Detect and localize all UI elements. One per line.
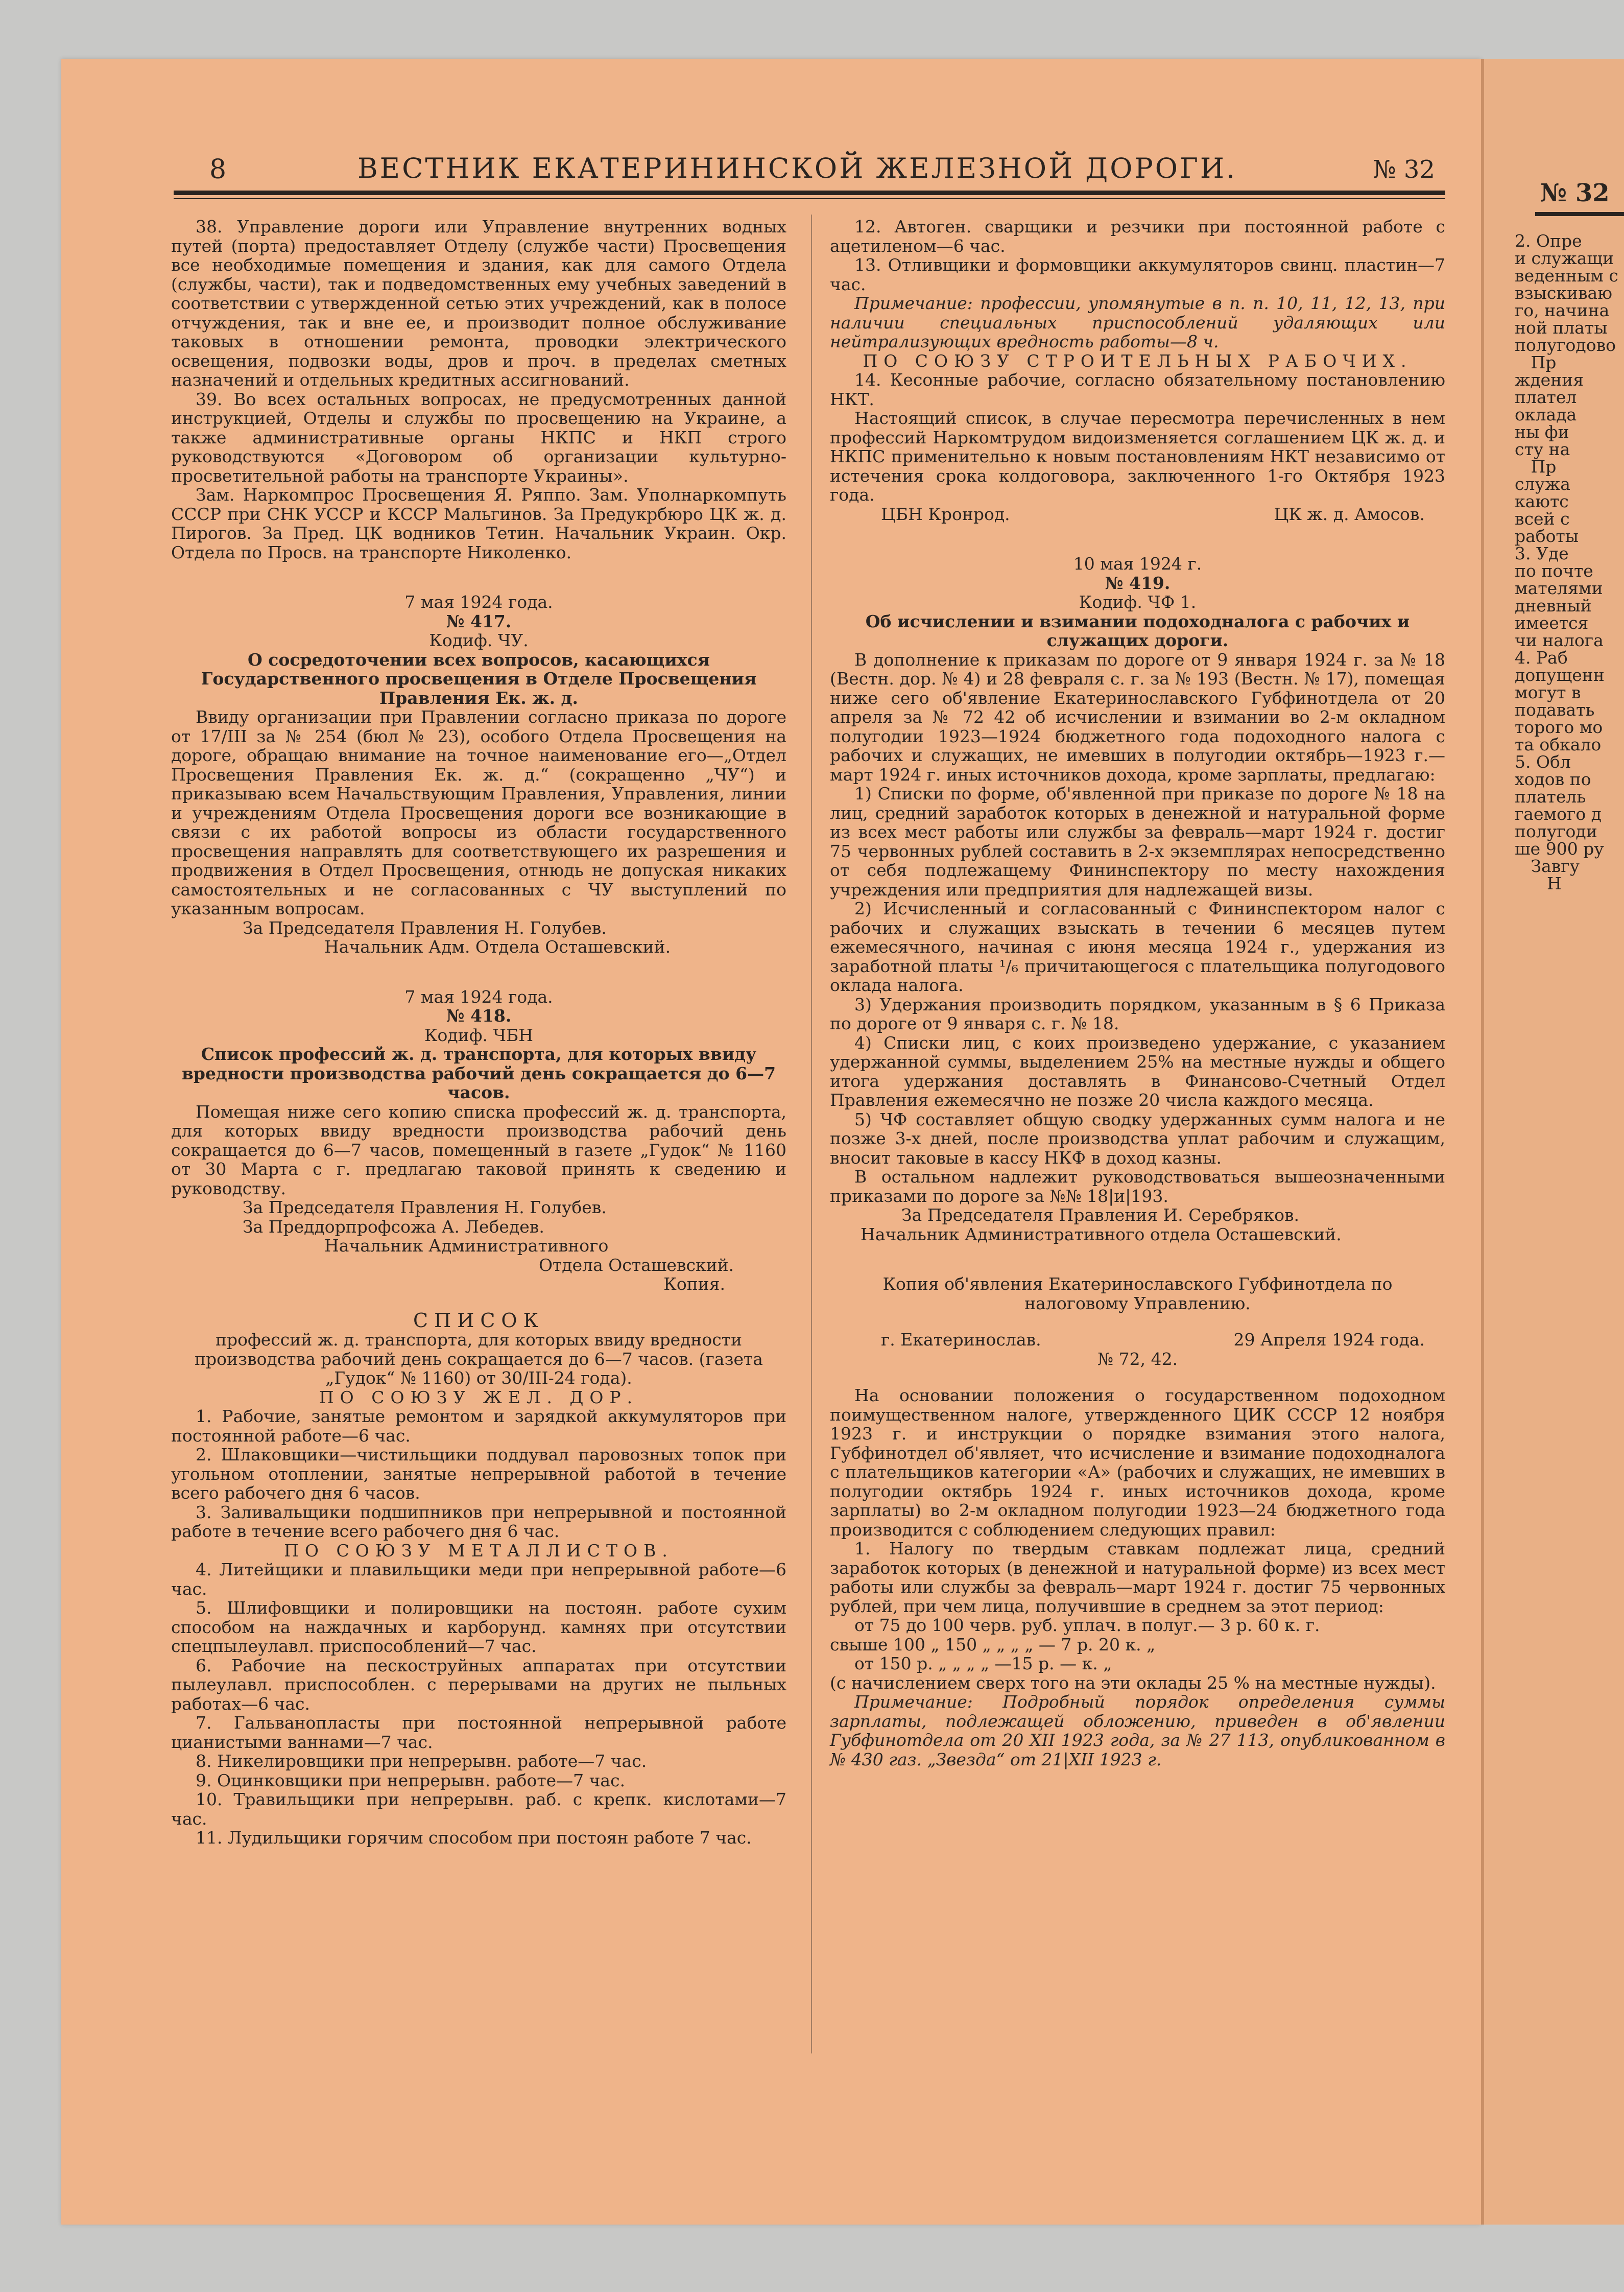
issue-number: № 32: [1373, 155, 1435, 184]
list-item: 13. Отливщики и формовщики аккумуляторов свинц. пластин—7 час.: [830, 255, 1445, 294]
announcement-number: № 72, 42.: [1097, 1349, 1178, 1369]
list-item: 6. Рабочие на пескоструйных аппаратах при отсутствии пылеулавл. приспособлен. с перерывами на других не пыльных работах—6 час.: [171, 1655, 786, 1714]
tax-rate-row: свыше 100 „ 150 „ „ „ „ — 7 р. 20 к. „: [830, 1634, 1156, 1655]
order-419-signature-2: Начальник Административного отдела Осташевский.: [861, 1224, 1342, 1244]
right-column: [830, 217, 1445, 1769]
order-419-codif: Кодиф. ЧФ 1.: [1079, 592, 1197, 612]
list-paragraph: Настоящий список, в случае пересмотра перечисленных в нем профессий Наркомтрудом видоизменяется соглашением ЦК ж. д. и НКПС применительно к новым постановлениям НКТ независимо от истечения срока колдоговора, заключенного 1-го Октября 1923 года.: [830, 408, 1445, 505]
order-419-point: 3) Удержания производить порядком, указанным в § 6 Приказа по дороге от 9 января с. г. № 18.: [830, 994, 1445, 1033]
announcement-date: 29 Апреля 1924 года.: [1233, 1330, 1425, 1350]
announcement-place: г. Екатеринослав.: [881, 1330, 1041, 1350]
header-rule-thin: [174, 198, 1445, 199]
order-419-number: № 419.: [1105, 573, 1171, 593]
column-separator: [811, 215, 812, 2053]
order-417-signature-1: За Председателя Правления Н. Голубев.: [243, 917, 607, 938]
order-419-heading: Об исчислении и взимании подоходналога с рабочих и служащих дороги.: [865, 611, 1410, 650]
paragraph-38: 38. Управление дороги или Управление внутренних водных путей (порта) предоставляет Отделу (службе части) Просвещения все необходимые помещения и здания, как для самого Отдела (службы, части), так и подведомственных ему учебных заведений в соответствии с утвержденной сетью этих учреждений, как в полосе отчуждения, так и вне ее, и производит полное обслуживание таковых в отношении ремонта, проводки электрического освещения, подвозки воды, дров и проч. в пределах сметных назначений и отдельных кредитных ассигнований.: [171, 217, 786, 390]
left-column: [171, 217, 786, 1848]
order-419-date: 10 мая 1924 г.: [1073, 554, 1202, 574]
adjacent-page-issue: № 32: [1540, 179, 1610, 207]
order-417-date: 7 мая 1924 года.: [404, 592, 553, 612]
list-item: 7. Гальванопласты при постоянной непрерывной работе цианистыми ваннами—7 час.: [171, 1713, 786, 1752]
announcement-note: Примечание: Подробный порядок определения суммы зарплаты, подлежащей обложению, приведен в об'явлении Губфинотдела от 20 XII 1923 года, за № 27 113, опубликованном в № 430 газ. „Звезда“ от 21|XII 1923 г.: [830, 1692, 1445, 1769]
list-item: 2. Шлаковщики—чистильщики поддувал паровозных топок при угольном отоплении, занятые непрерывной работой в течение всего рабочего дня 6 часов.: [171, 1445, 786, 1503]
announcement-heading: Копия об'явления Екатеринославского Губфинотдела по налоговому Управлению.: [882, 1274, 1393, 1313]
signatures-instruction: Зам. Наркомпрос Просвещения Я. Ряппо. Зам. Уполнаркомпуть СССР при СНК УССР и КССР Мальгинов. За Предукрбюро ЦК ж. д. Пирогов. За Пред. ЦК водников Тетин. Начальник Украин. Окр. Отдела по Просв. на транспорте Николенко.: [171, 485, 786, 562]
order-419-signature-1: За Председателя Правления И. Серебряков.: [901, 1205, 1300, 1225]
header-rule: [174, 191, 1445, 195]
order-417-signature-2: Начальник Адм. Отдела Осташевский.: [324, 937, 671, 957]
order-418-codif: Кодиф. ЧБН: [424, 1025, 534, 1045]
list-intro: профессий ж. д. транспорта, для которых ввиду вредности производства рабочий день сокращается до 6—7 часов. (газета „Гудок“ № 1160) от 30/III-24 года).: [195, 1330, 763, 1388]
copy-label: Копия.: [663, 1274, 725, 1294]
list-section-builders: ПО СОЮЗУ СТРОИТЕЛЬНЫХ РАБОЧИХ.: [863, 350, 1413, 371]
order-419-point: 5) ЧФ составляет общую сводку удержанных сумм налога и не позже 3-х дней, после производства уплат рабочим и служащим, вносит таковые в кассу НКФ в доход казны.: [830, 1109, 1445, 1168]
order-418-signature-1: За Председателя Правления Н. Голубев.: [243, 1197, 607, 1217]
order-417-heading: О сосредоточении всех вопросов, касающихся Государственного просвещения в Отделе Просвещения Правления Ек. ж. д.: [201, 649, 757, 708]
order-418-number: № 418.: [446, 1006, 512, 1026]
adjacent-page-rule: [1535, 212, 1624, 216]
order-418-date: 7 мая 1924 года.: [404, 986, 553, 1007]
tax-rate-row: от 150 р. „ „ „ „ —15 р. — к. „: [854, 1653, 1112, 1673]
list-item: 10. Травильщики при непрерывн. раб. с крепк. кислотами—7 час.: [171, 1789, 786, 1829]
list-item: 8. Никелировщики при непрерывн. работе—7 час.: [196, 1751, 647, 1771]
tax-rates-note: (с начислением сверх того на эти оклады 25 % на местные нужды).: [830, 1672, 1436, 1693]
list-item: 3. Заливальщики подшипников при непрерывной и постоянной работе в течение всего рабочего дня 6 час.: [171, 1502, 786, 1541]
list-item: 11. Лудильщики горячим способом при постоян работе 7 час.: [196, 1828, 752, 1848]
list-item: 12. Автоген. сварщики и резчики при постоянной работе с ацетиленом—6 час.: [830, 217, 1445, 256]
list-item: 14. Кесонные рабочие, согласно обязательному постановлению НКТ.: [830, 370, 1445, 409]
order-418-signature-4: Отдела Осташевский.: [539, 1255, 734, 1275]
list-item: 5. Шлифовщики и полировщики на постоян. работе сухим способом на наждачных и карборунд. камнях при отсутствии спецпылеулавл. приспособлений—7 час.: [171, 1598, 786, 1656]
page-number: 8: [209, 154, 227, 185]
paragraph-39: 39. Во всех остальных вопросах, не предусмотренных данной инструкцией, Отделы и службы по просвещению на Украине, а также административные органы НКПС и НКП строго руководствуются «Договором об организации культурно-просветительной работы на транспорте Украины».: [171, 389, 786, 486]
order-417-body: Ввиду организации при Правлении согласно приказа по дороге от 17/III за № 254 (бюл № 23), особого Отдела Просвещения на дороге, обращаю внимание на точное наименование его—„Отдел Просвещения Правления Ек. ж. д.“ (сокращенно „ЧУ“) и приказываю всем Начальствующим Правления, Управления, линии и учреждениям Отдела Просвещения дороги все возникающие в связи с их работой вопросы из области государственного просвещения направлять для соответствующего их разрешения и продвижения в Отдел Просвещения, отнюдь не допуская никаких самостоятельных и не согласованных с ЧУ выступлений по указанным вопросам.: [171, 707, 786, 918]
page-header: [169, 148, 1445, 189]
order-418-body: Помещая ниже сего копию списка профессий ж. д. транспорта, для которых ввиду вредности производства рабочий день сокращается до 6—7 часов, помещенный в газете „Гудок“ № 1160 от 30 Марта с г. предлагаю таковой принять к сведению и руководству.: [171, 1101, 786, 1198]
order-417-number: № 417.: [446, 611, 512, 631]
signature-ck: ЦК ж. д. Амосов.: [1274, 504, 1425, 524]
list-note: Примечание: профессии, упомянутые в п. п. 10, 11, 12, 13, при наличии специальных приспособлений удаляющих или нейтрализующих вредность работы—8 ч.: [830, 293, 1445, 351]
order-417-codif: Кодиф. ЧУ.: [429, 630, 529, 650]
page-title: ВЕСТНИК ЕКАТЕРИНИНСКОЙ ЖЕЛЕЗНОЙ ДОРОГИ.: [357, 152, 1237, 184]
list-item: 1. Рабочие, занятые ремонтом и зарядкой аккумуляторов при постоянной работе—6 час.: [171, 1406, 786, 1446]
order-418-heading: Список профессий ж. д. транспорта, для которых ввиду вредности производства рабочий день сокращается до 6—7 часов.: [181, 1044, 776, 1102]
list-section-railway: ПО СОЮЗУ ЖЕЛ. ДОР.: [319, 1387, 639, 1407]
order-419-body: В дополнение к приказам по дороге от 9 января 1924 г. за № 18 (Вестн. дор. № 4) и 28 февраля с. г. за № 193 (Вестн. № 17), помещая ниже сего об'явление Екатеринославского Губфинотдела от 20 апреля за № 72 42 об исчислении и взимании во 2-м окладном полугодии 1923—1924 бюджетного года подоходного налога с рабочих и служащих, не имевших в полугодии октябрь—1923 г.—март 1924 г. иных источников дохода, кроме зарплаты, предлагаю:: [830, 649, 1445, 785]
adjacent-page: [1481, 59, 1624, 2225]
list-section-metalworkers: ПО СОЮЗУ МЕТАЛЛИСТОВ.: [284, 1540, 674, 1561]
order-419-point: 2) Исчисленный и согласованный с Фининспектором налог с рабочих и служащих взыскать в течении 6 месяцев путем ежемесячного, начиная с июня месяца 1924 г., удержания из заработной платы ¹/₆ причитающегося с плательщика полугодового оклада налога.: [830, 899, 1445, 995]
signature-cbn: ЦБН Кронрод.: [881, 504, 1010, 524]
announcement-body: На основании положения о государственном подоходном поимущественном налоге, утвержденного ЦИК СССР 12 ноября 1923 г. и инструкции о порядке взимания этого налога, Губфинотдел об'являет, что исчисление и взимание подоходналога с плательщиков категории «А» (рабочих и служащих, не имевших в полугодии октябрь 1924 г. иных источников дохода, кроме зарплаты) во 2-м окладном полугодии 1923—24 бюджетного года производится с соблюдением следующих правил:: [830, 1385, 1445, 1540]
order-418-signature-3: Начальник Административного: [324, 1236, 609, 1256]
adjacent-page-text: 2. Опре и служащи веденным с взыскиваю го, начина ной платы полугодово Пр ждения плател оклада ны фи сту на Пр служа каютс всей с работы 3. Уде по почте мателями дневный имеется чи налога 4. Раб допущенн могут в подавать торого мо та обкало 5. Обл ходов по платель гаемого д полугоди ше 900 ру Завгу Н: [1515, 232, 1618, 892]
announcement-place-date: [830, 1330, 1445, 1350]
list-title: СПИСОК: [413, 1309, 544, 1332]
order-418-signature-2: За Преддорпрофсожа А. Лебедев.: [243, 1216, 544, 1237]
order-419-closing: В остальном надлежит руководствоваться вышеозначенными приказами по дороге за №№ 18|и|193.: [830, 1167, 1445, 1206]
order-419-point: 4) Списки лиц, с коих произведено удержание, с указанием удержанной суммы, выделением 25% на местные нужды и общего итога удержания доставлять в Финансово-Счетный Отдел Правления ежемесячно не позже 20 числа каждого месяца.: [830, 1032, 1445, 1110]
list-item: 9. Оцинковщики при непрерывн. работе—7 час.: [196, 1770, 626, 1790]
announcement-rule-1: 1. Налогу по твердым ставкам подлежат лица, средний заработок которых (в денежной и натуральной форме) из всех мест работы или службы за февраль—март 1924 г. достиг 75 червонных рублей, при чем лица, получившие в среднем за этот период:: [830, 1539, 1445, 1616]
list-signatures: [830, 505, 1445, 524]
tax-rate-row: от 75 до 100 черв. руб. уплач. в полуг.— 3 р. 60 к. г.: [854, 1615, 1320, 1635]
order-419-point: 1) Списки по форме, об'явленной при приказе по дороге № 18 на лиц, средний заработок которых в денежной и натуральной форме из всех мест работы или службы за февраль—март 1924 г. достиг 75 червонных рублей составить в 2-х экземплярах непосредственно от себя подлежащему Фининспектору по месту нахождения учреждения или предприятия для надлежащей визы.: [830, 784, 1445, 900]
list-item: 4. Литейщики и плавильщики меди при непрерывной работе—6 час.: [171, 1559, 786, 1599]
